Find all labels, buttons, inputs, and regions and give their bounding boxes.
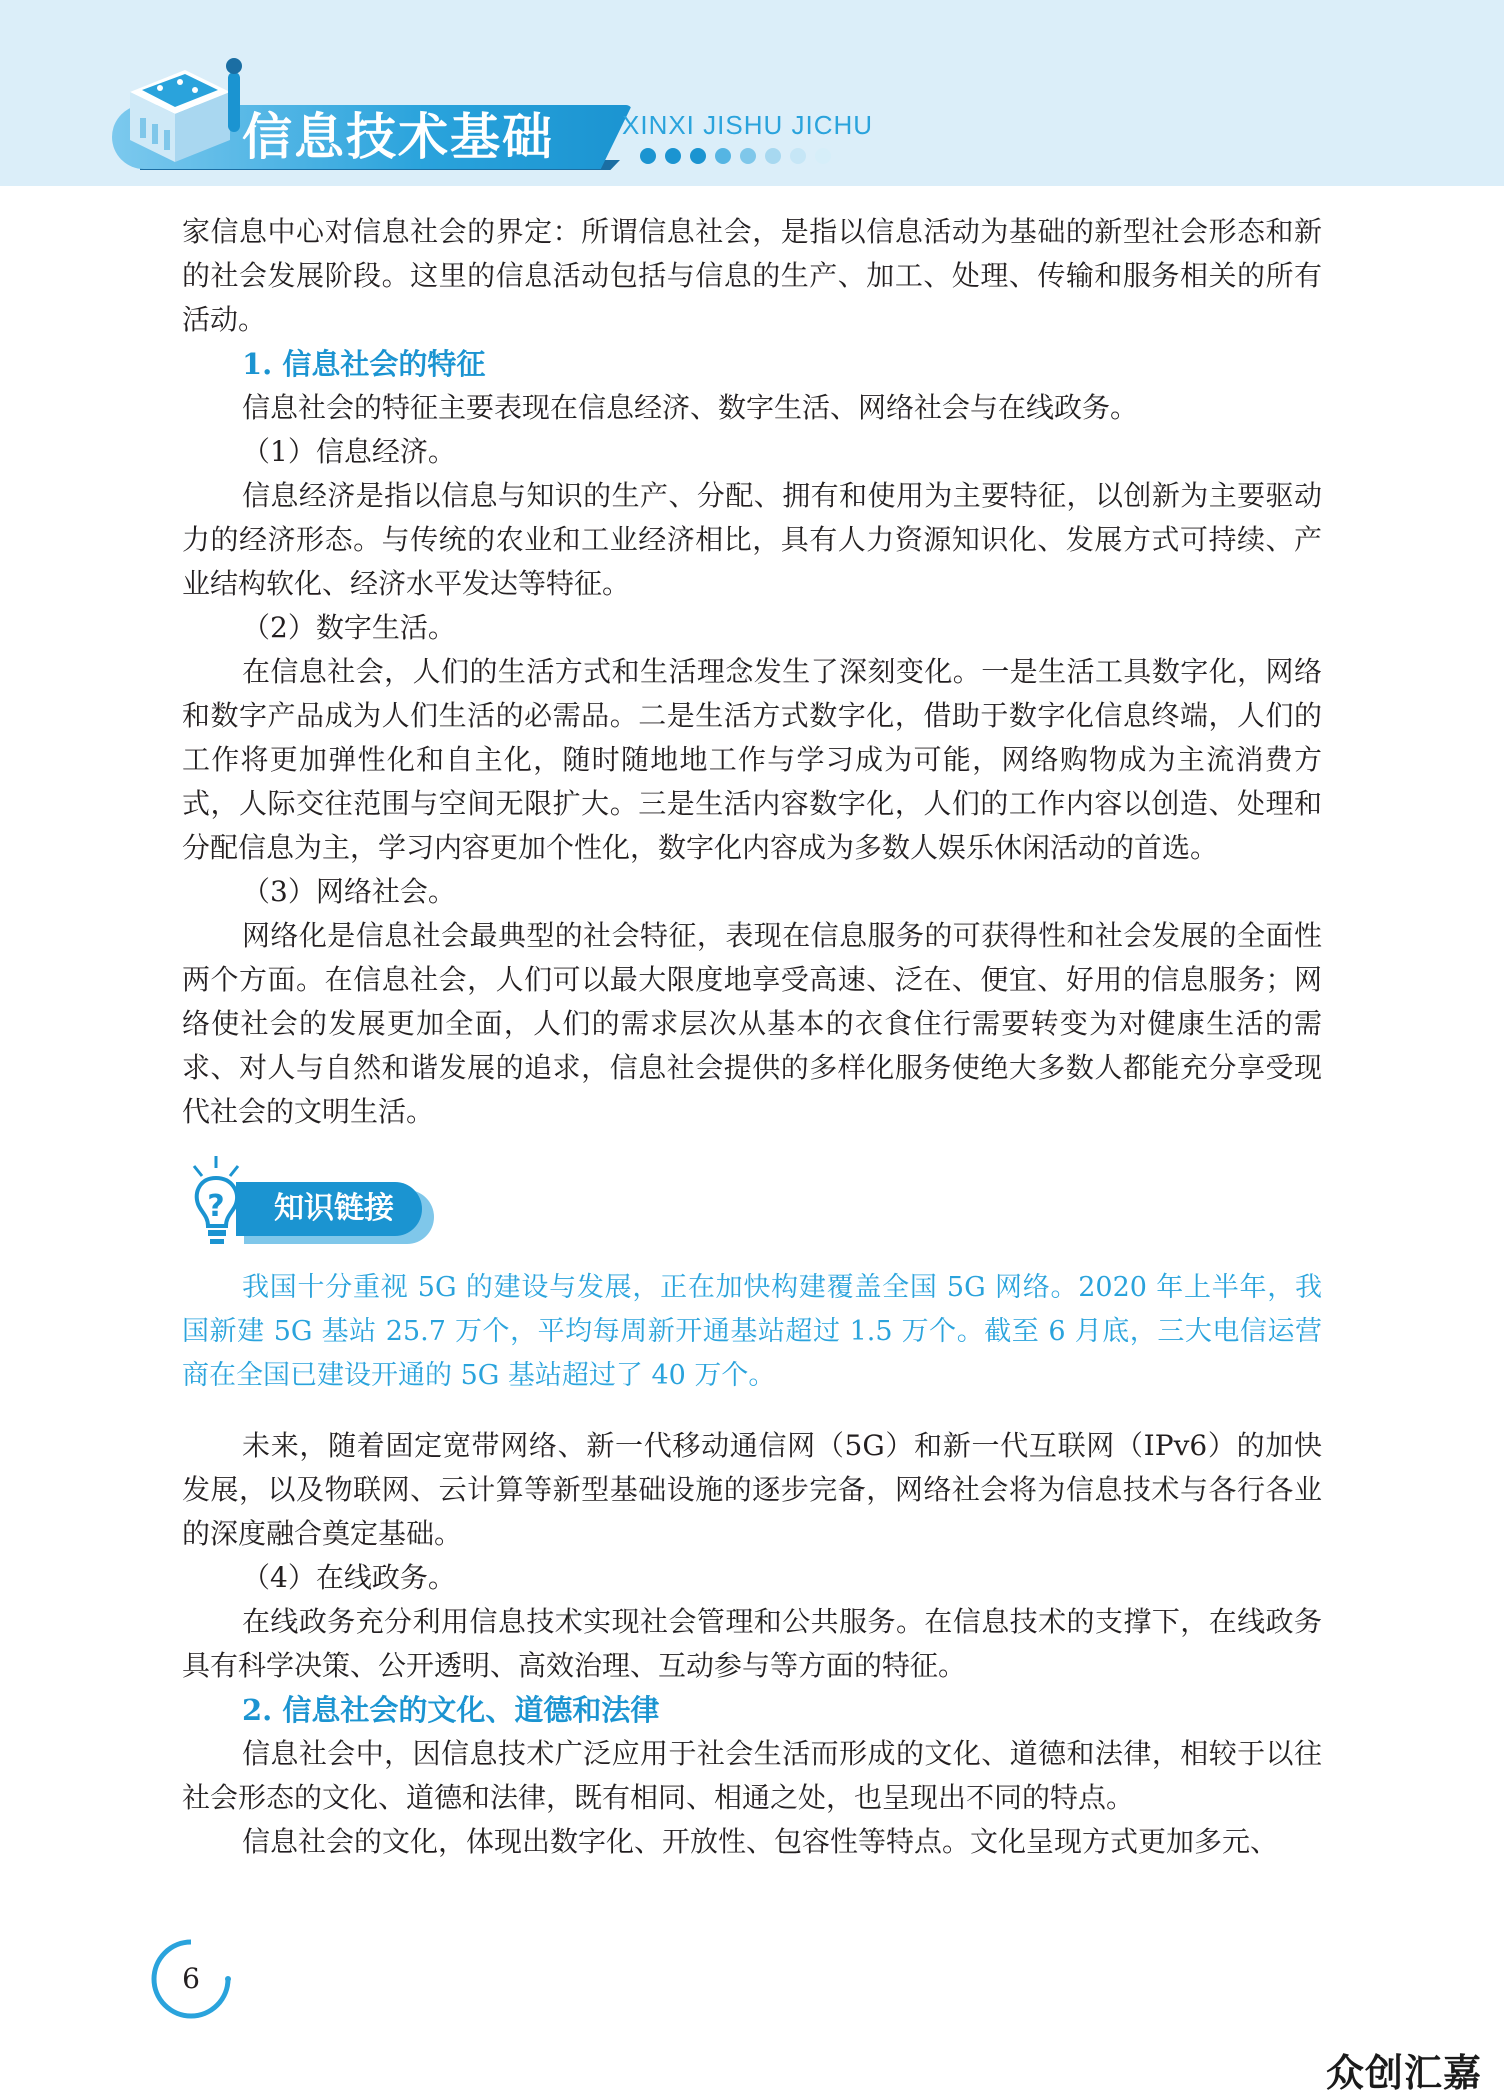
item-3-title: （3）网络社会。 (242, 875, 456, 908)
svg-text:?: ? (207, 1189, 225, 1224)
item-2-title: （2）数字生活。 (242, 611, 456, 644)
header-dot (640, 148, 656, 164)
item-2-text: 在信息社会，人们的生活方式和生活理念发生了深刻变化。一是生活工具数字化，网络和数字产品成为人们生活的必需品。二是生活方式数字化，借助于数字化信息终端，人们的工作将更加弹性化和自主化，随时随地地工作与学习成为可能，网络购物成为主流消费方式，人际交往范围与空间无限扩大。三是生活内容数字化，人们的工作内容以创造、处理和分配信息为主，学习内容更加个性化，数字化内容成为多数人娱乐休闲活动的首选。 (182, 655, 1322, 864)
knowledge-link-badge (182, 1152, 1322, 1252)
header-dot (715, 148, 731, 164)
header-dot (690, 148, 706, 164)
page-header (0, 0, 1504, 186)
header-dot (790, 148, 806, 164)
header-dot (740, 148, 756, 164)
page-number: 6 (182, 1962, 200, 1995)
item-4-title: （4）在线政务。 (242, 1561, 456, 1594)
page-number-badge (150, 1938, 232, 2020)
header-dot (765, 148, 781, 164)
section-2-paragraph-1: 信息社会中，因信息技术广泛应用于社会生活而形成的文化、道德和法律，相较于以往社会形态的文化、道德和法律，既有相同、相通之处，也呈现出不同的特点。 (182, 1737, 1322, 1814)
watermark-text: 众创汇嘉 (1326, 2051, 1483, 2095)
header-dot (815, 148, 831, 164)
lightbulb-icon (182, 1152, 252, 1252)
building-logo-icon (100, 52, 250, 182)
knowledge-text: 我国十分重视 5G 的建设与发展，正在加快构建覆盖全国 5G 网络。2020 年上半年，我国新建 5G 基站 25.7 万个，平均每周新开通基站超过 1.5 万个。截至 6 月底，三大电信运营商在全国已建设开通的 5G 基站超过了 40 万个。 (182, 1272, 1322, 1391)
header-subtitle: XINXI JISHU JICHU (622, 110, 874, 140)
section-2-heading: 2. 信息社会的文化、道德和法律 (242, 1693, 660, 1727)
intro-paragraph: 家信息中心对信息社会的界定：所谓信息社会，是指以信息活动为基础的新型社会形态和新的社会发展阶段。这里的信息活动包括与信息的生产、加工、处理、传输和服务相关的所有活动。 (182, 215, 1322, 336)
item-4-text: 在线政务充分利用信息技术实现社会管理和公共服务。在信息技术的支撑下，在线政务具有科学决策、公开透明、高效治理、互动参与等方面的特征。 (182, 1605, 1322, 1682)
section-1-heading: 1. 信息社会的特征 (242, 347, 486, 381)
knowledge-label: 知识链接 (236, 1182, 422, 1236)
page-content (182, 210, 1322, 1864)
header-dot (665, 148, 681, 164)
section-2-paragraph-2: 信息社会的文化，体现出数字化、开放性、包容性等特点。文化呈现方式更加多元、 (242, 1825, 1279, 1858)
section-1-lead: 信息社会的特征主要表现在信息经济、数字生活、网络社会与在线政务。 (242, 391, 1139, 424)
item-3-text: 网络化是信息社会最典型的社会特征，表现在信息服务的可获得性和社会发展的全面性两个方面。在信息社会，人们可以最大限度地享受高速、泛在、便宜、好用的信息服务；网络使社会的发展更加全面，人们的需求层次从基本的衣食住行需要转变为对健康生活的需求、对人与自然和谐发展的追求，信息社会提供的多样化服务使绝大多数人都能充分享受现代社会的文明生活。 (182, 919, 1322, 1128)
future-paragraph: 未来，随着固定宽带网络、新一代移动通信网（5G）和新一代互联网（IPv6）的加快发展，以及物联网、云计算等新型基础设施的逐步完备，网络社会将为信息技术与各行各业的深度融合奠定基础。 (182, 1429, 1322, 1550)
header-dots (640, 148, 831, 164)
item-1-title: （1）信息经济。 (242, 435, 456, 468)
item-1-text: 信息经济是指以信息与知识的生产、分配、拥有和使用为主要特征，以创新为主要驱动力的经济形态。与传统的农业和工业经济相比，具有人力资源知识化、发展方式可持续、产业结构软化、经济水平发达等特征。 (182, 479, 1322, 600)
header-title: 信息技术基础 (242, 108, 554, 166)
